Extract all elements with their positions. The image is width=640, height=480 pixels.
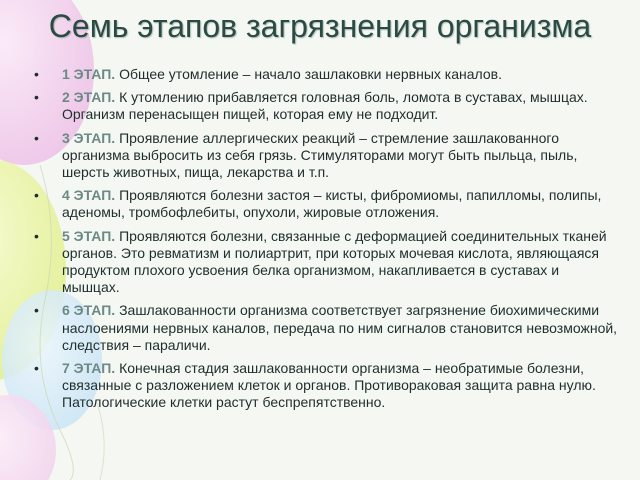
stage-text: Проявляются болезни застоя – кисты, фибромиомы, папилломы, полипы, аденомы, тромбофлебиты, опухоли, жировые отложения.: [62, 187, 602, 221]
bullet-icon: •: [34, 66, 39, 82]
bullet-icon: •: [34, 187, 39, 204]
bullet-icon: •: [34, 227, 39, 244]
stage-label: 4 ЭТАП.: [62, 187, 116, 204]
list-item: [34, 130, 620, 182]
stages-list: [34, 66, 620, 418]
list-item: [34, 302, 620, 354]
stage-label: 5 ЭТАП.: [62, 227, 116, 244]
stage-text: Проявляются болезни, связанные с деформацией соединительных тканей органов. Это ревматизм и полиартрит, при которых мочевая кислота, являющаяся продуктом плохого усвоения белка организмом, накапливается в суставах и мышцах.: [62, 227, 607, 296]
stage-text: Конечная стадия зашлакованности организма – необратимые болезни, связанные с разложением клеток и органов. Противораковая защита равна нулю. Патологические клетки растут беспрепятственно.: [62, 360, 596, 411]
list-item: [34, 360, 620, 412]
stage-label: 3 ЭТАП.: [62, 129, 116, 146]
bullet-icon: •: [34, 89, 39, 106]
stage-text: Зашлакованности организма соответствует загрязнение биохимическими наслоениями нервных каналов, передача по ним сигналов становится невозможной, следствия – параличи.: [62, 302, 618, 353]
stage-label: 1 ЭТАП.: [62, 66, 116, 82]
bullet-icon: •: [34, 129, 39, 146]
bullet-icon: •: [34, 360, 39, 377]
stage-label: 7 ЭТАП.: [62, 360, 116, 377]
stage-text: Проявление аллергических реакций – стремление зашлакованного организма выбросить из себя грязь. Стимуляторами могут быть пыльца, пыль, шерсть животных, пища, лекарства и т.п.: [62, 129, 578, 181]
stage-label: 6 ЭТАП.: [62, 302, 116, 319]
stage-label: 2 ЭТАП.: [62, 89, 116, 106]
bullet-icon: •: [34, 302, 39, 319]
list-item: [34, 228, 620, 297]
list-item: [34, 187, 620, 221]
stage-text: Общее утомление – начало зашлаковки нервных каналов.: [115, 66, 502, 82]
stage-text: К утомлению прибавляется головная боль, ломота в суставах, мышцах. Организм перенасыщен пищей, которая ему не подходит.: [62, 89, 588, 123]
list-item: [34, 66, 620, 83]
slide-title: Семь этапов загрязнения организма: [48, 8, 592, 44]
list-item: [34, 89, 620, 123]
